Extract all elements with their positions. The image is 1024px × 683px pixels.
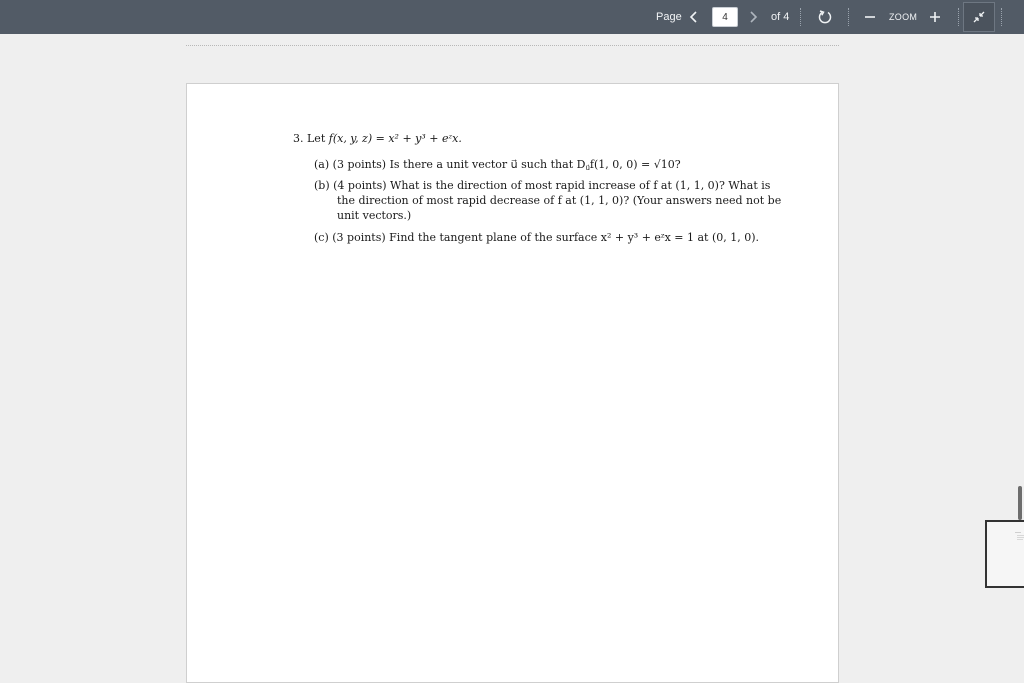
part-c-points: (3 points)	[332, 231, 386, 244]
next-page-button[interactable]	[747, 0, 759, 34]
part-a-label: (a)	[314, 158, 330, 171]
page-total-label: of 4	[771, 11, 790, 23]
toolbar-divider	[800, 8, 801, 26]
prev-page-button[interactable]	[688, 0, 700, 34]
zoom-out-button[interactable]	[864, 0, 876, 34]
zoom-in-button[interactable]	[929, 0, 941, 34]
part-b-label: (b)	[314, 179, 330, 192]
function-definition: f(x, y, z) = x² + y³ + eᶻx.	[328, 132, 462, 145]
question-number: 3.	[293, 132, 304, 145]
part-c-text: Find the tangent plane of the surface x² + y³ + eᶻx = 1 at (0, 1, 0).	[389, 231, 760, 244]
toolbar-divider	[1001, 8, 1002, 26]
page-number-input[interactable]	[712, 7, 738, 27]
toolbar-divider	[958, 8, 959, 26]
part-c-label: (c)	[314, 231, 329, 244]
page-label: Page	[656, 11, 682, 23]
pdf-toolbar	[0, 0, 1024, 34]
question-lead: Let	[307, 132, 326, 145]
part-a-text: Is there a unit vector u⃗ such that D	[389, 158, 586, 171]
part-a-subscript: u⃗	[585, 164, 590, 172]
zoom-label: ZOOM	[889, 12, 918, 22]
rotate-icon	[817, 9, 833, 25]
part-b-line-3: unit vectors.)	[337, 209, 412, 222]
chevron-right-icon	[747, 10, 759, 24]
part-a-points: (3 points)	[332, 158, 387, 171]
document-page	[186, 83, 839, 683]
question-3	[293, 132, 462, 145]
vertical-scrollbar[interactable]	[1018, 486, 1022, 520]
part-b-line-1: What is the direction of most rapid increase of f at (1, 1, 0)? What is	[390, 179, 771, 192]
collapse-icon	[964, 3, 994, 31]
page-thumbnail[interactable]	[985, 520, 1024, 588]
thumbnail-preview-icon	[987, 522, 1024, 586]
plus-icon	[929, 11, 941, 23]
rotate-button[interactable]	[817, 0, 833, 34]
previous-page-edge	[186, 45, 839, 46]
part-b	[314, 179, 770, 192]
part-b-points: (4 points)	[333, 179, 387, 192]
toolbar-divider	[848, 8, 849, 26]
part-a	[314, 158, 681, 171]
part-b-line-2: the direction of most rapid decrease of f at (1, 1, 0)? (Your answers need not be	[337, 194, 782, 207]
chevron-left-icon	[688, 10, 700, 24]
part-a-tail: f(1, 0, 0) = √10?	[589, 158, 681, 171]
fit-page-button[interactable]	[963, 2, 995, 32]
minus-icon	[864, 11, 876, 23]
part-c	[314, 231, 759, 244]
